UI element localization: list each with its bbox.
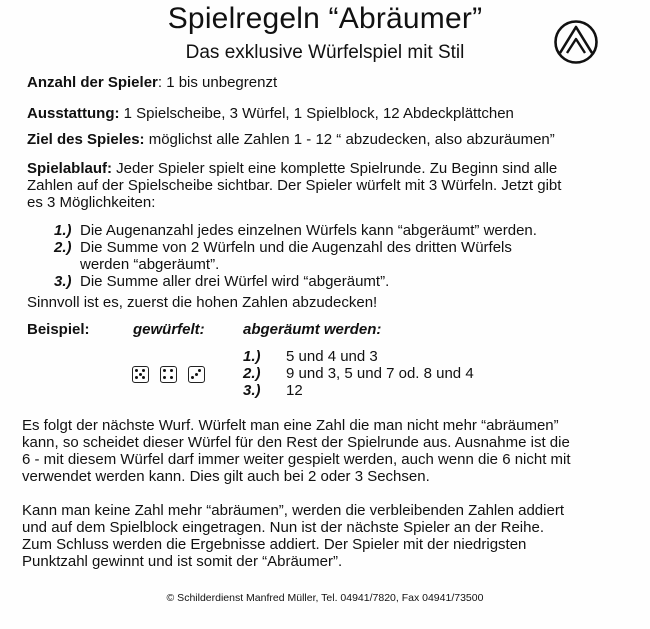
example-label: Beispiel:: [27, 321, 90, 338]
paragraph-line: 6 - mit diesem Würfel darf immer weiter gespielt werden, auch wenn die 6 nicht mit: [22, 451, 571, 468]
result-text: 5 und 4 und 3: [286, 348, 378, 365]
end-paragraph: [22, 502, 564, 570]
players-text: : 1 bis unbegrenzt: [157, 74, 278, 91]
removed-label: abgeräumt werden:: [243, 321, 382, 338]
goal-label: Ziel des Spieles:: [27, 131, 145, 148]
option-number: 3.): [54, 273, 72, 290]
list-item: [243, 348, 474, 365]
goal-text: möglichst alle Zahlen 1 - 12 “ abzudecken, also abzuräumen”: [144, 131, 555, 148]
paragraph-line: Es folgt der nächste Wurf. Würfelt man eine Zahl die man nicht mehr “abräumen”: [22, 417, 559, 434]
procedure-line2: Zahlen auf der Spielscheibe sichtbar. Der Spieler würfelt mit 3 Würfeln. Jetzt gibt: [27, 177, 562, 194]
option-text: Die Summe aller drei Würfel wird “abgeräumt”.: [80, 273, 390, 290]
paragraph-line: Kann man keine Zahl mehr “abräumen”, werden die verbleibenden Zahlen addiert: [22, 502, 564, 519]
next-roll-paragraph: [22, 417, 571, 485]
pip: [135, 369, 138, 372]
paragraph-line: Zum Schluss werden die Ergebnisse addiert. Der Spieler mit der niedrigsten: [22, 536, 527, 553]
die-4-icon: [160, 366, 177, 383]
procedure-label: Spielablauf:: [27, 160, 113, 177]
procedure-rule: [27, 160, 561, 211]
pip: [139, 373, 142, 376]
equipment-label: Ausstattung:: [27, 105, 120, 122]
rolled-label: gewürfelt:: [133, 321, 205, 338]
list-item: [54, 239, 537, 256]
list-item: [54, 273, 537, 290]
option-number: 1.): [54, 222, 72, 239]
pip: [142, 376, 145, 379]
example-results: [243, 348, 474, 399]
die-3-icon: [188, 366, 205, 383]
pip: [170, 376, 173, 379]
equipment-rule: [27, 105, 514, 122]
option-number: 2.): [54, 239, 72, 256]
paragraph-line: Punktzahl gewinnt und ist somit der “Abräumer”.: [22, 553, 343, 570]
pip: [191, 376, 194, 379]
procedure-line3: es 3 Möglichkeiten:: [27, 194, 156, 211]
procedure-line1: Jeder Spieler spielt eine komplette Spielrunde. Zu Beginn sind alle: [112, 160, 558, 177]
result-number: 3.): [243, 382, 261, 399]
result-number: 2.): [243, 365, 261, 382]
option-text-continued: werden “abgeräumt”.: [80, 256, 220, 273]
die-5-icon: [132, 366, 149, 383]
pip: [142, 369, 145, 372]
option-text: Die Summe von 2 Würfeln und die Augenzahl des dritten Würfels: [80, 239, 512, 256]
option-text: Die Augenanzahl jedes einzelnen Würfels kann “abgeräumt” werden.: [80, 222, 537, 239]
result-text: 12: [286, 382, 303, 399]
pip: [198, 369, 201, 372]
page-subtitle: Das exklusive Würfelspiel mit Stil: [185, 42, 465, 63]
paragraph-line: kann, so scheidet dieser Würfel für den Rest der Spielrunde aus. Ausnahme ist die: [22, 434, 570, 451]
pip: [135, 376, 138, 379]
pip: [170, 369, 173, 372]
triangle-circle-logo-icon: [553, 19, 599, 65]
footer-copyright: © Schilderdienst Manfred Müller, Tel. 04941/7820, Fax 04941/73500: [166, 592, 484, 604]
list-item: [54, 222, 537, 239]
pip: [163, 369, 166, 372]
players-label: Anzahl der Spieler: [27, 74, 158, 91]
result-number: 1.): [243, 348, 261, 365]
advice-text: Sinnvoll ist es, zuerst die hohen Zahlen abzudecken!: [27, 294, 378, 311]
option-list: [54, 222, 537, 290]
paragraph-line: verwendet werden kann. Dies gilt auch bei 2 oder 3 Sechsen.: [22, 468, 430, 485]
pip: [195, 373, 198, 376]
goal-rule: [27, 131, 555, 148]
pip: [163, 376, 166, 379]
players-rule: [27, 74, 277, 91]
paragraph-line: und auf dem Spielblock eingetragen. Nun ist der nächste Spieler an der Reihe.: [22, 519, 544, 536]
equipment-text: 1 Spielscheibe, 3 Würfel, 1 Spielblock, 12 Abdeckplättchen: [119, 105, 514, 122]
list-item: [243, 382, 474, 399]
result-text: 9 und 3, 5 und 7 od. 8 und 4: [286, 365, 474, 382]
page-title: Spielregeln “Abräumer”: [167, 2, 483, 35]
list-item: [243, 365, 474, 382]
